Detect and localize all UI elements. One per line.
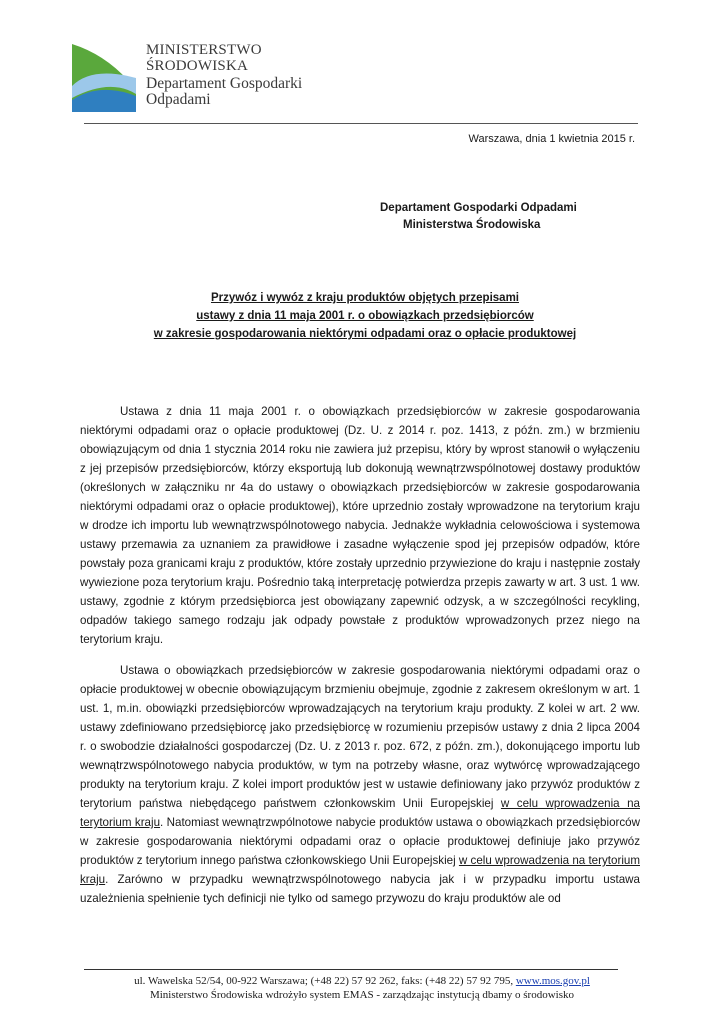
footer-contact-line: [60, 974, 664, 988]
logo-department-name: Departament Gospodarki: [146, 75, 303, 92]
addressee-line-2: Ministerstwa Środowiska: [403, 219, 541, 231]
subject-line-2: ustawy z dnia 11 maja 2001 r. o obowiązkach przedsiębiorców: [196, 310, 534, 322]
subject-line-1: Przywóz i wywóz z kraju produktów objętych przepisami: [210, 292, 519, 304]
underlined-phrase-1: w celu wprowadzenia na terytorium kraju: [80, 797, 640, 829]
logo-department-name-2: Odpadami: [146, 91, 211, 108]
document-body: [80, 402, 640, 920]
header-divider: [84, 123, 638, 124]
ministry-logo: [70, 38, 310, 118]
paragraph-2-text-c: . Zarówno w przypadku wewnątrzwspólnotowego nabycia jak i w przypadku importu ustawa uzależnienia spełnienie tych definicji nie tylko od samego przywozu do kraju produktów ale od: [80, 873, 640, 905]
logo-ministry-name: MINISTERSTWO: [146, 42, 262, 58]
document-date: Warszawa, dnia 1 kwietnia 2015 r.: [468, 133, 635, 145]
underlined-phrase-2: w celu wprowadzenia na terytorium kraju: [80, 854, 640, 886]
paragraph-2-text-b: . Natomiast wewnątrzwpólnotowe nabycie produktów ustawa o obowiązkach przedsiębiorców w zakresie gospodarowania niektórymi odpadami oraz o opłacie produktowej definiuje jako przywóz produktów z terytorium innego państwa członkowskiego Unii Europejskiej: [80, 816, 641, 867]
addressee-line-1: Departament Gospodarki Odpadami: [380, 202, 577, 214]
footer-divider: [84, 969, 618, 970]
ministry-landscape-logo-icon: [70, 38, 140, 116]
logo-ministry-name-2: ŚRODOWISKA: [146, 58, 249, 74]
subject-line-3: w zakresie gospodarowania niektórymi odpadami oraz o opłacie produktowej: [153, 328, 577, 340]
document-subject: [80, 289, 650, 343]
page-footer: [60, 974, 664, 1002]
logo-text: [146, 42, 346, 108]
footer-emas-line: Ministerstwo Środowiska wdrożyło system EMAS - zarządzając instytucją dbamy o środowisko: [149, 989, 575, 1001]
paragraph-2-text-a: Ustawa o obowiązkach przedsiębiorców w zakresie gospodarowania niektórymi odpadami oraz o opłacie produktowej w obecnie obowiązującym brzmieniu obejmuje, zgodnie z zakresem określonym w art. 1 ust. 1, m.in. obowiązki przedsiębiorców wprowadzających na terytorium kraju produkty. Z kolei w art. 2 ww. ustawy zdefiniowano przedsiębiorcę jako przedsiębiorcę w rozumieniu przepisów ustawy z dnia 2 lipca 2004 r. o swobodzie działalności gospodarczej (Dz. U. z 2013 r. poz. 672, z późn. zm.), dokonującego importu lub wewnątrzwspólnotowego nabycia produktów, w tym na potrzeby własne, oraz wytwórcę wprowadzającego produkty na terytorium kraju. Z kolei import produktów jest w ustawie definiowany jako przywóz produktów z terytorium państwa niebędącego państwem członkowskim Unii Europejskiej: [80, 664, 640, 810]
paragraph-2: [80, 661, 640, 908]
footer-address: ul. Wawelska 52/54, 00-922 Warszawa; (+48 22) 57 92 262, faks: (+48 22) 57 92 795,: [134, 975, 516, 987]
addressee-block: [380, 200, 620, 234]
paragraph-1: Ustawa z dnia 11 maja 2001 r. o obowiązkach przedsiębiorców w zakresie gospodarowania niektórymi odpadami oraz o opłacie produktowej (Dz. U. z 2014 r. poz. 1413, z późn. zm.) w brzmieniu obowiązującym od dnia 1 stycznia 2014 roku nie zawiera już przepisu, który by wprost stanowił o wyłączeniu z jej przepisów przedsiębiorców, którzy eksportują lub dokonują wewnątrzwspólnotowej dostawy produktów (określonych w załączniku nr 4a do ustawy o obowiązkach przedsiębiorców w zakresie gospodarowania niektórymi odpadami oraz o opłacie produktowej), które uprzednio zostały wprowadzone na terytorium kraju w drodze ich importu lub wewnątrzwspólnotowego nabycia. Jednakże wykładnia celowościowa i systemowa ustawy przemawia za uznaniem za prawidłowe i zasadne wyłączenie spod jej przepisów odpadów, które powstały poza granicami kraju z produktów, które zostały uprzednio przywiezione do kraju i następnie zostały wywiezione poza terytorium kraju. Pośrednio taką interpretację potwierdza przepis zawarty w art. 3 ust. 1 ww. ustawy, zgodnie z którym przedsiębiorca jest obowiązany zapewnić odzysk, a w szczególności recykling, odpadów takiego samego rodzaju jak odpady powstałe z produktów wprowadzonych przez niego na terytorium kraju.: [80, 405, 640, 646]
website-link[interactable]: www.mos.gov.pl: [515, 975, 590, 987]
